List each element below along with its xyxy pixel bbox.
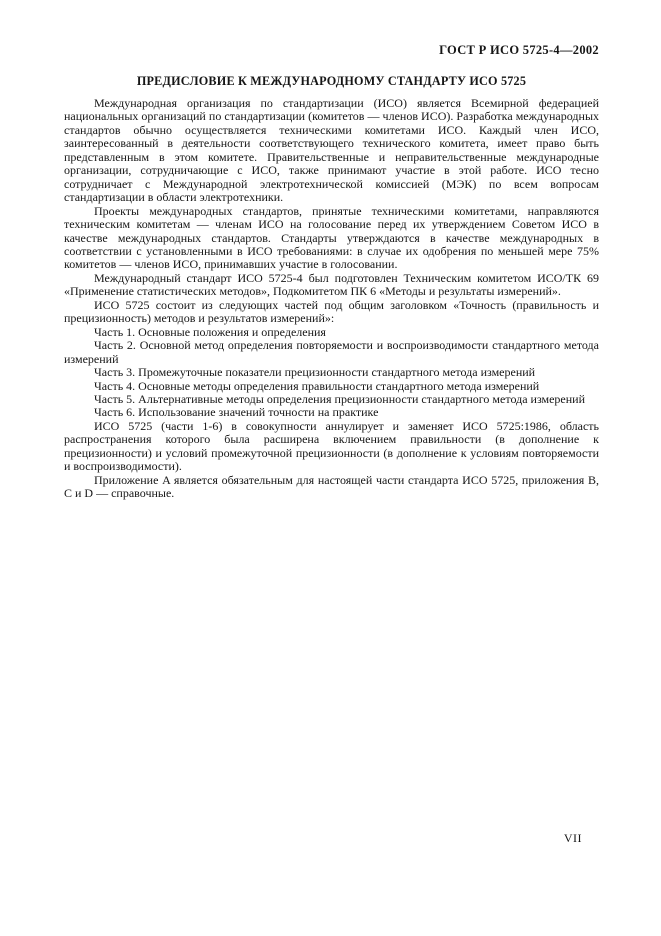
paragraph-draft-standards: Проекты международных стандартов, принятые техническими комитетами, направляются техническим комитетам — членам ИСО на голосование перед их утверждением Советом ИСО в качестве международных стандартов. Стандарты утверждаются в качестве международных в соответствии с установленными в ИСО требованиями: в случае их одобрения по меньшей мере 75% комитетов — членов ИСО, принимавших участие в голосовании. (64, 203, 599, 272)
paragraph-iso-organization: Международная организация по стандартизации (ИСО) является Всемирной федерацией национальных организаций по стандартизации (комитетов — членов ИСО). Разработка международных стандартов обычно осуществляется техническими комитетами ИСО. Каждый член ИСО, заинтересованный в деятельности соответствующего технического комитета, имеет право быть представленным в этом комитете. Правительственные и неправительственные международные организации, сотрудничающие с ИСО, также принимают участие в этой работе. ИСО тесно сотрудничает с Международной электротехнической комиссией (МЭК) по всем вопросам стандартизации в области электротехники. (64, 96, 599, 205)
paragraph-prepared-by: Международный стандарт ИСО 5725-4 был подготовлен Техническим комитетом ИСО/ТК 69 «Применение статистических методов», Подкомитетом ПК 6 «Методы и результаты измерений». (64, 270, 599, 299)
paragraph-parts-intro: ИСО 5725 состоит из следующих частей под общим заголовком «Точность (правильность и прецизионность) методов и результатов измерений»: (64, 297, 599, 326)
part-list-item-2: Часть 2. Основной метод определения повторяемости и воспроизводимости стандартного метода измерений (64, 338, 599, 366)
paragraph-annexes: Приложение A является обязательным для настоящей части стандарта ИСО 5725, приложения B, C и D — справочные. (64, 472, 599, 501)
document-code: ГОСТ Р ИСО 5725-4—2002 (439, 43, 599, 57)
part-list-item-4: Часть 4. Основные методы определения правильности стандартного метода измерений (94, 378, 540, 393)
part-list-item-5: Часть 5. Альтернативные методы определения прецизионности стандартного метода измерений (94, 391, 586, 406)
page-number: VII (563, 831, 582, 845)
paragraph-supersedes: ИСО 5725 (части 1-6) в совокупности аннулирует и заменяет ИСО 5725:1986, область распространения которого была расширена включением правильности (в дополнение к прецизионности) и условий промежуточной прецизионности (в дополнение к условиям повторяемости и воспроизводимости). (64, 418, 599, 474)
part-list-item-6: Часть 6. Использование значений точности на практике (94, 405, 379, 420)
foreword-body (64, 97, 599, 501)
part-list-item-1: Часть 1. Основные положения и определения (94, 324, 326, 339)
part-list-item-3: Часть 3. Промежуточные показатели прецизионности стандартного метода измерений (94, 365, 536, 380)
foreword-title: ПРЕДИСЛОВИЕ К МЕЖДУНАРОДНОМУ СТАНДАРТУ ИСО 5725 (136, 74, 527, 88)
